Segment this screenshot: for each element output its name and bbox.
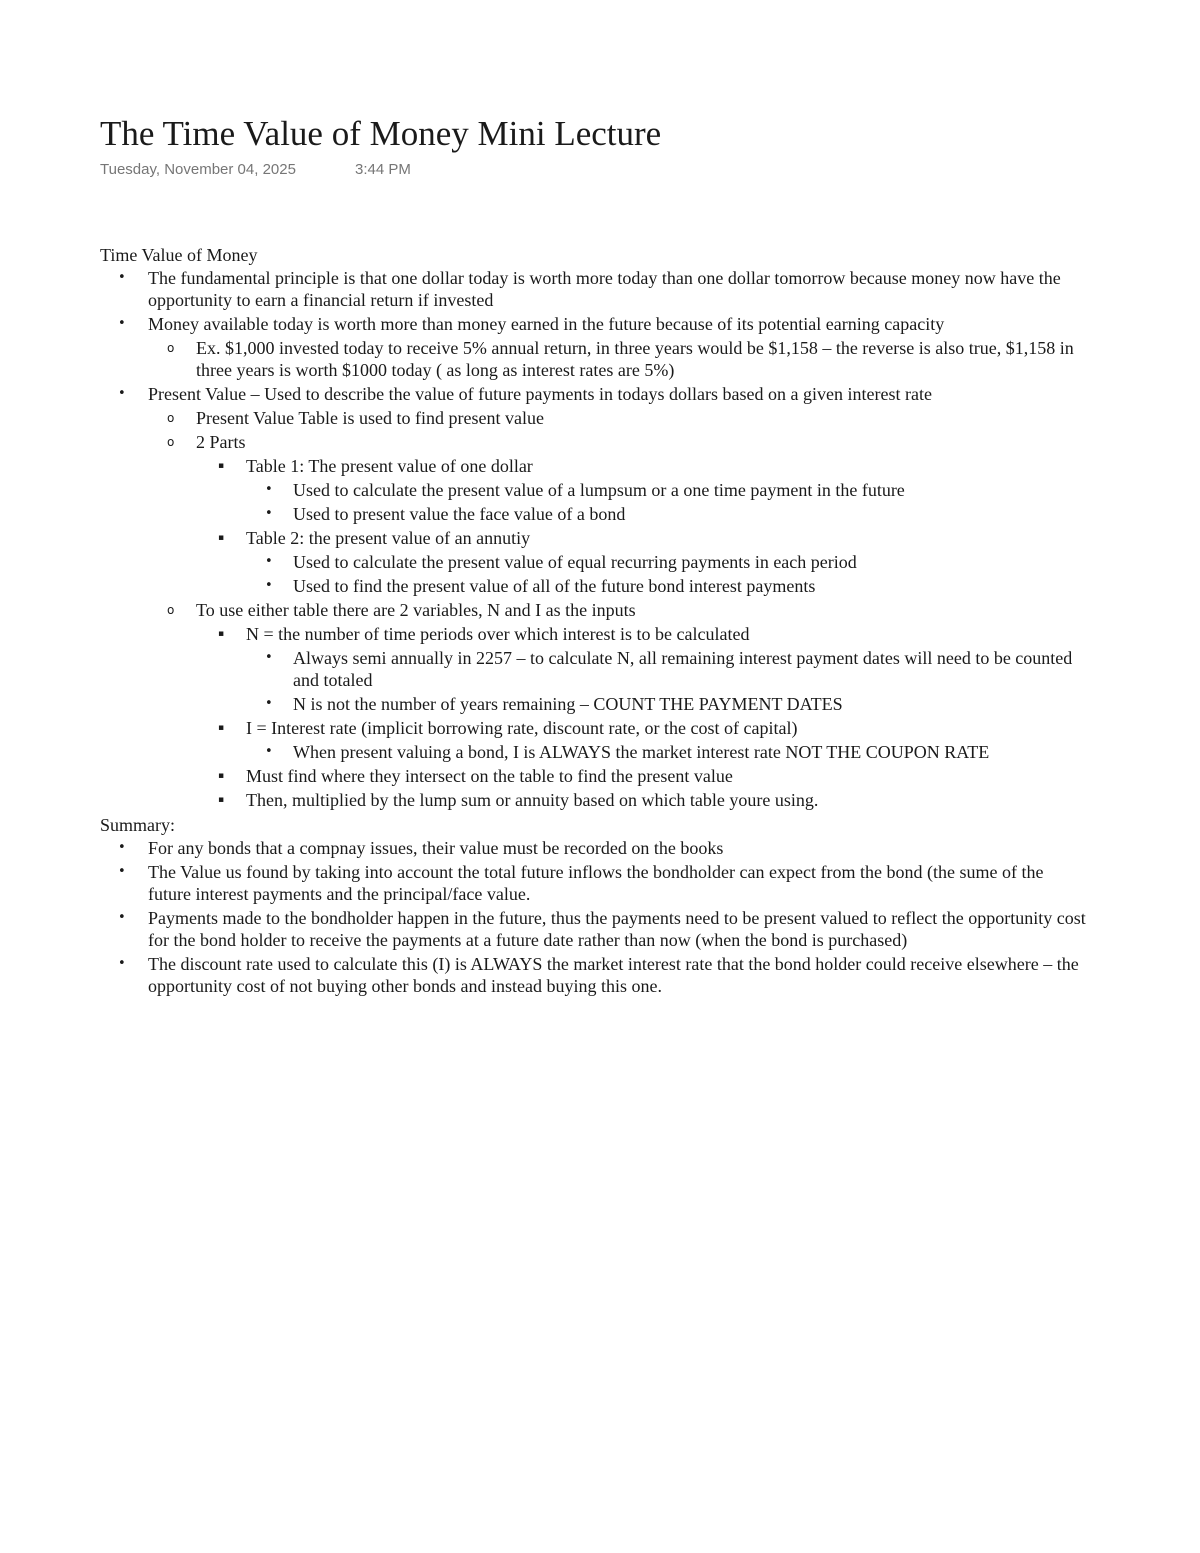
list-item-text: To use either table there are 2 variables, N and I as the inputs [196, 600, 636, 620]
list-item [100, 693, 1090, 715]
list-item [100, 765, 1090, 787]
list-item-text: Payments made to the bondholder happen in the future, thus the payments need to be present valued to reflect the opportunity cost for the bond holder to receive the payments at a future date rather than now (when the bond is purchased) [148, 908, 1086, 950]
list-item [100, 861, 1090, 905]
list-item [100, 503, 1090, 525]
note-date: Tuesday, November 04, 2025 [100, 161, 296, 178]
bullet-square-icon: ▪ [218, 629, 225, 639]
list-item [100, 599, 1090, 621]
list-item-text: Used to calculate the present value of a lumpsum or a one time payment in the future [293, 480, 905, 500]
bullet-circle-icon: o [167, 435, 175, 449]
bullet-circle-icon: o [167, 341, 175, 355]
list-item [100, 717, 1090, 739]
list-item-text: N is not the number of years remaining – COUNT THE PAYMENT DATES [293, 694, 843, 714]
list-item-text: Present Value Table is used to find present value [196, 408, 544, 428]
bullet-disc-icon: • [118, 910, 126, 925]
bullet-disc-icon: • [118, 316, 126, 331]
page-title: The Time Value of Money Mini Lecture [100, 114, 662, 153]
list-item-text: Present Value – Used to describe the value of future payments in todays dollars based on a given interest rate [148, 384, 932, 404]
bullet-square-icon: ▪ [218, 771, 225, 781]
list-item-text: Used to calculate the present value of equal recurring payments in each period [293, 552, 857, 572]
list-item-text: The fundamental principle is that one dollar today is worth more today than one dollar tomorrow because money now have the opportunity to earn a financial return if invested [148, 268, 1061, 310]
list-item-text: Used to present value the face value of a bond [293, 504, 626, 524]
list-item-text: Table 1: The present value of one dollar [246, 456, 533, 476]
bullet-disc-icon: • [265, 696, 273, 711]
list-item-text: Always semi annually in 2257 – to calculate N, all remaining interest payment dates will need to be counted and totaled [293, 648, 1073, 690]
bullet-disc-icon: • [265, 554, 273, 569]
list-item [100, 789, 1090, 811]
bullet-square-icon: ▪ [218, 723, 225, 733]
list-item [100, 953, 1090, 997]
list-item [100, 907, 1090, 951]
list-item [100, 575, 1090, 597]
bullet-square-icon: ▪ [218, 533, 225, 543]
list-item [100, 313, 1090, 335]
bullet-disc-icon: • [265, 506, 273, 521]
note-body [100, 243, 1090, 999]
bullet-circle-icon: o [167, 603, 175, 617]
bullet-disc-icon: • [118, 840, 126, 855]
bullet-square-icon: ▪ [218, 461, 225, 471]
list-item-text: N = the number of time periods over which interest is to be calculated [246, 624, 750, 644]
list-item [100, 383, 1090, 405]
bullet-disc-icon: • [265, 482, 273, 497]
list-item [100, 431, 1090, 453]
list-item [100, 267, 1090, 311]
section-heading: Summary: [100, 815, 175, 835]
list-item-text: Money available today is worth more than money earned in the future because of its potential earning capacity [148, 314, 945, 334]
list-item [100, 623, 1090, 645]
list-item [100, 741, 1090, 763]
list-item [100, 455, 1090, 477]
list-item-text: For any bonds that a compnay issues, their value must be recorded on the books [148, 838, 724, 858]
list-item-text: 2 Parts [196, 432, 246, 452]
list-item-text: I = Interest rate (implicit borrowing rate, discount rate, or the cost of capital) [246, 718, 798, 738]
bullet-disc-icon: • [118, 386, 126, 401]
list-item [100, 479, 1090, 501]
list-item [100, 407, 1090, 429]
list-item-text: Ex. $1,000 invested today to receive 5% annual return, in three years would be $1,158 – the reverse is also true, $1,158 in three years is worth $1000 today ( as long as interest rates are 5%) [196, 338, 1074, 380]
section-heading: Time Value of Money [100, 245, 258, 265]
note-time: 3:44 PM [355, 161, 411, 178]
bullet-disc-icon: • [265, 578, 273, 593]
list-item [100, 527, 1090, 549]
list-item [100, 551, 1090, 573]
bullet-disc-icon: • [265, 650, 273, 665]
list-item-text: The discount rate used to calculate this (I) is ALWAYS the market interest rate that the bond holder could receive elsewhere – the opportunity cost of not buying other bonds and instead buying this one. [148, 954, 1079, 996]
bullet-disc-icon: • [118, 270, 126, 285]
list-item [100, 837, 1090, 859]
list-item-text: Then, multiplied by the lump sum or annuity based on which table youre using. [246, 790, 819, 810]
list-item-text: When present valuing a bond, I is ALWAYS the market interest rate NOT THE COUPON RATE [293, 742, 990, 762]
bullet-square-icon: ▪ [218, 795, 225, 805]
list-item-text: Used to find the present value of all of the future bond interest payments [293, 576, 816, 596]
bullet-disc-icon: • [118, 864, 126, 879]
list-item-text: Table 2: the present value of an annutiy [246, 528, 531, 548]
bullet-circle-icon: o [167, 411, 175, 425]
list-item-text: Must find where they intersect on the table to find the present value [246, 766, 733, 786]
list-item [100, 337, 1090, 381]
list-item-text: The Value us found by taking into account the total future inflows the bondholder can expect from the bond (the sume of the future interest payments and the principal/face value. [148, 862, 1044, 904]
list-item [100, 647, 1090, 691]
bullet-disc-icon: • [118, 956, 126, 971]
bullet-disc-icon: • [265, 744, 273, 759]
